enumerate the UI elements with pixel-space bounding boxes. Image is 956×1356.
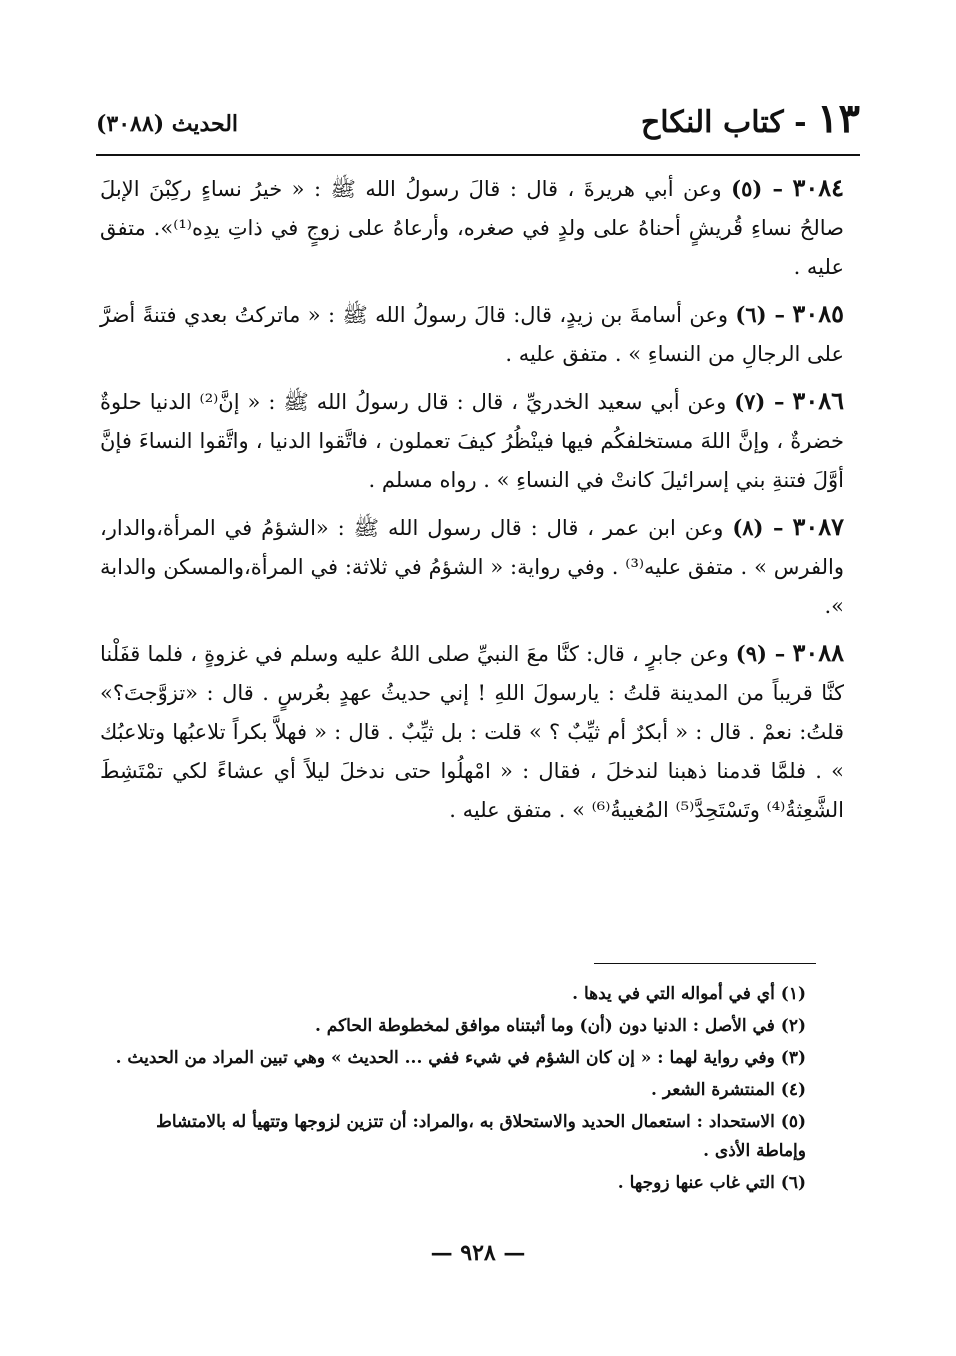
hadith-reference: – (٩) (735, 641, 786, 666)
footnote: (١) أي في أمواله التي في يدها . (572, 984, 806, 1004)
hadith-reference: – (٦) (735, 302, 786, 327)
footnote: (٦) التي غاب عنها زوجها . (617, 1173, 806, 1193)
hadith-text: وعن أبي سعيد الخدريِّ ، قال : قال رسولُ الله ﷺ : « إنَّ⁽²⁾ الدنيا حلوةٌ خضرةٌ ، وإنَّ اللهَ مستخلفكُم فيها فينْظُرُ كيفَ تعملون ، فاتَّقوا الدنيا ، واتَّقوا النساءَ فإنَّ أوَّلَ فتنةِ بني إسرائيلَ كانتْ في النساءِ » . رواه مسلم . (100, 390, 844, 492)
hadith-text: وعن أسامةَ بن زيدٍ، قال: قالَ رسولُ الله ﷺ : « ماتركتُ بعدي فتنةً أضرَّ على الرجالِ من النساءِ » . متفق عليه . (100, 303, 844, 366)
footnote: (٥) الاستحداد : استعمال الحديد والاستحلاق به ،والمراد: أن تتزين لزوجها وتتهيأ له بالامتشاط وإماطة الأذى . (156, 1112, 806, 1161)
chapter-heading (641, 95, 860, 142)
main-text (100, 168, 844, 837)
hadith-entry (100, 168, 844, 287)
footnote: (٢) في الأصل : الدنيا دون (أن) وما أثبتناه موافق لمخطوطة الحاكم . (314, 1016, 806, 1036)
hadith-entry (100, 633, 844, 830)
header-divider (96, 154, 860, 156)
hadith-text: وعن جابرٍ ، قال: كنَّا معَ النبيِّ صلى اللهُ عليه وسلم في غزوةٍ ، فلما قفَلْنا كنَّا قريباً من المدينة قلتُ : يارسولَ اللهِ ! إني حديثُ عهدٍ بعُرسٍ . قال : «تزوَّجتَ؟» قلتُ: نعمْ . قال : « أبكرٌ أم ثيِّبٌ ؟ » قلت : بل ثيِّبٌ . قال : « فهلاَّ بكراً تلاعبُها وتلاعبُك » . فلمَّا قدمنا ذهبنا لندخلَ ، فقال : « امْهلُوا حتى ندخلَ ليلاً أي عشاءً لكي تمْتَشِطَ الشَّعِثةُ⁽⁴⁾ وتَسْتَحِدَّ⁽⁵⁾ المُغيبةُ⁽⁶⁾ » . متفق عليه . (100, 642, 844, 822)
page-header (96, 95, 860, 155)
hadith-range-heading: الحديث (٣٠٨٨) (96, 111, 239, 137)
hadith-number: ٣٠٨٦ (792, 386, 844, 415)
footnote: (٤) المنتشرة الشعر . (651, 1080, 806, 1100)
hadith-reference: – (٨) (732, 515, 784, 540)
chapter-title: - كتاب النكاح (640, 105, 807, 140)
hadith-entry (100, 381, 844, 500)
page-number: — ٩٢٨ — (430, 1240, 526, 1266)
footnotes (104, 980, 806, 1201)
footnote-divider (594, 963, 816, 964)
hadith-number: ٣٠٨٧ (792, 512, 845, 541)
chapter-number: ١٣ (817, 95, 860, 142)
hadith-entry (100, 294, 844, 374)
hadith-entry (100, 507, 844, 626)
hadith-number: ٣٠٨٥ (792, 299, 844, 328)
hadith-reference: – (٧) (734, 389, 785, 414)
hadith-text: وعن ابن عمر ، قال : قال رسول الله ﷺ : «الشؤمُ في المرأة،والدار، والفرس » . متفق عليه⁽³⁾ . وفي رواية: « الشؤمُ في ثلاثة: في المرأة،والمسكن والدابة ». (100, 516, 845, 618)
footnote: (٣) وفي رواية لهما : « إن كان الشؤم في شيء ففي ... الحديث » وهي تبين المراد من الحديث . (115, 1048, 806, 1068)
hadith-text: وعن أبي هريرةَ ، قال : قالَ رسولُ الله ﷺ : « خيرُ نساءٍ ركِبْنَ الإبلَ صالحُ نساءِ قُريشٍ أحناهُ على ولدٍ في صغره، وأرعاهُ على زوجٍ في ذاتِ يدِه⁽¹⁾». متفق عليه . (100, 177, 844, 279)
hadith-reference: – (٥) (731, 176, 783, 201)
hadith-number: ٣٠٨٨ (792, 638, 844, 667)
hadith-number: ٣٠٨٤ (792, 173, 844, 202)
